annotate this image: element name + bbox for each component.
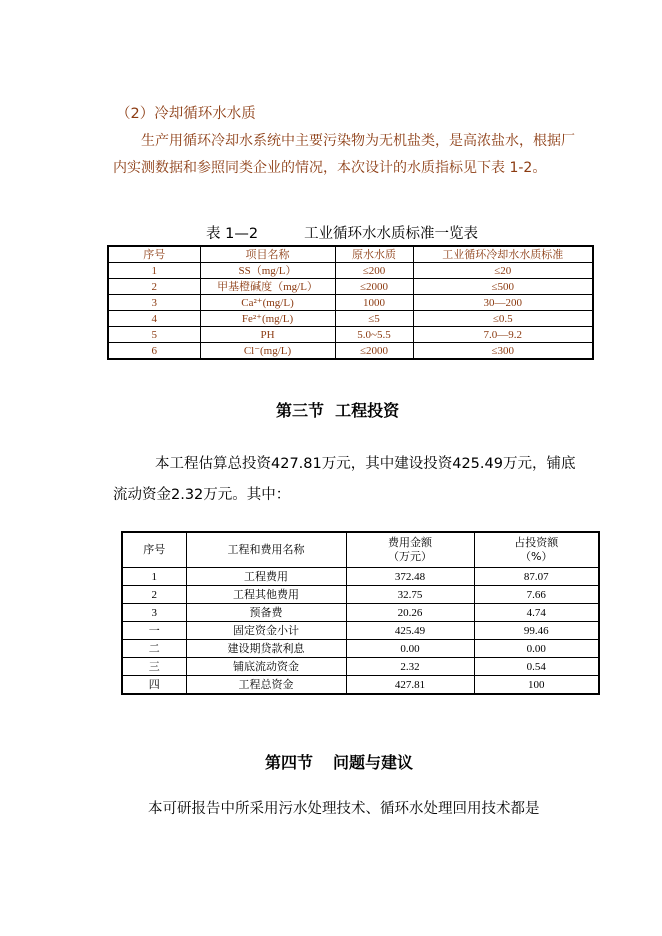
investment-paragraph: 本工程估算总投资427.81万元，其中建设投资425.49万元，铺底流动资金2.32万元。其中： [113, 456, 576, 503]
cooling-water-paragraph: 生产用循环冷却水系统中主要污染物为无机盐类，是高浓盐水，根据厂内实测数据和参照同类企业的情况，本次设计的水质指标见下表 1-2。 [113, 133, 575, 176]
table-cell: Cl⁻(mg/L) [200, 343, 335, 360]
table-cell: 四 [122, 676, 186, 695]
table-cell: 1 [108, 263, 200, 279]
table-cell: 87.07 [474, 568, 599, 586]
table-cell: 三 [122, 658, 186, 676]
table-cell: 预备费 [186, 604, 346, 622]
section-title: 问题与建议 [333, 753, 414, 772]
issues-paragraph: 本可研报告中所采用污水处理技术、循环水处理回用技术都是 [148, 801, 540, 817]
header-cell: 序号 [122, 532, 186, 568]
table-cell: 0.54 [474, 658, 599, 676]
header-cell: 原水水质 [335, 246, 413, 263]
header-cell [346, 532, 474, 568]
table-cell: ≤300 [413, 343, 593, 360]
table-row [122, 640, 599, 658]
table-caption-number: 表 1—2 [206, 226, 259, 242]
table-cell: 7.66 [474, 586, 599, 604]
table-cell: 3 [122, 604, 186, 622]
table-row [108, 263, 593, 279]
section-heading-issues [265, 750, 413, 773]
table-cell: 100 [474, 676, 599, 695]
table-cell: ≤0.5 [413, 311, 593, 327]
table-cell: 3 [108, 295, 200, 311]
table-row [122, 658, 599, 676]
table-cell: Fe²⁺(mg/L) [200, 311, 335, 327]
table-cell: 固定资金小计 [186, 622, 346, 640]
section-number: 第三节 [276, 401, 325, 420]
table-cell: 2 [108, 279, 200, 295]
table-cell: 1 [122, 568, 186, 586]
table-cell: 4.74 [474, 604, 599, 622]
table-cell: 99.46 [474, 622, 599, 640]
section-heading-investment [276, 398, 399, 421]
table-cell: ≤2000 [335, 343, 413, 360]
table-row [108, 295, 593, 311]
table-cell: 工程费用 [186, 568, 346, 586]
table-row [122, 568, 599, 586]
table-cell: 二 [122, 640, 186, 658]
table-cell: 5.0~5.5 [335, 327, 413, 343]
table-cell: 425.49 [346, 622, 474, 640]
table-cell: 427.81 [346, 676, 474, 695]
water-quality-table [107, 245, 594, 360]
table-cell: 30—200 [413, 295, 593, 311]
section-number: 第四节 [265, 753, 314, 772]
table-row [122, 676, 599, 695]
table-cell: 甲基橙碱度（mg/L） [200, 279, 335, 295]
table-row [122, 586, 599, 604]
table-cell: 4 [108, 311, 200, 327]
table-cell: 5 [108, 327, 200, 343]
header-cell [474, 532, 599, 568]
table-row [108, 327, 593, 343]
header-cell: 序号 [108, 246, 200, 263]
header-line: 占投资额 [514, 536, 559, 549]
header-line: 费用金额 [388, 536, 432, 549]
table-cell: 0.00 [474, 640, 599, 658]
table-cell: 20.26 [346, 604, 474, 622]
table-row [108, 279, 593, 295]
table-cell: ≤200 [335, 263, 413, 279]
header-line: （%） [520, 550, 553, 563]
table-cell: 32.75 [346, 586, 474, 604]
table-header-row [108, 246, 593, 263]
table-header-row [122, 532, 599, 568]
subsection-heading: （2）冷却循环水水质 [116, 106, 256, 122]
header-cell: 项目名称 [200, 246, 335, 263]
table-cell: 0.00 [346, 640, 474, 658]
table-cell: 工程其他费用 [186, 586, 346, 604]
table-row [122, 622, 599, 640]
header-line: （万元） [388, 550, 432, 563]
header-cell: 工程和费用名称 [186, 532, 346, 568]
table-cell: ≤2000 [335, 279, 413, 295]
table-cell: PH [200, 327, 335, 343]
table-row [108, 311, 593, 327]
section-title: 工程投资 [335, 401, 400, 420]
table-row [108, 343, 593, 360]
table-cell: 一 [122, 622, 186, 640]
table-caption [206, 222, 478, 243]
table-cell: 2.32 [346, 658, 474, 676]
table-cell: 2 [122, 586, 186, 604]
table-cell: 6 [108, 343, 200, 360]
table-caption-title: 工业循环水水质标准一览表 [304, 226, 479, 242]
table-cell: 372.48 [346, 568, 474, 586]
table-row [122, 604, 599, 622]
table-cell: 1000 [335, 295, 413, 311]
table-cell: Ca²⁺(mg/L) [200, 295, 335, 311]
table-cell: 工程总资金 [186, 676, 346, 695]
investment-table [121, 531, 600, 695]
header-cell: 工业循环冷却水水质标准 [413, 246, 593, 263]
table-cell: ≤500 [413, 279, 593, 295]
table-cell: 7.0—9.2 [413, 327, 593, 343]
table-cell: 建设期贷款利息 [186, 640, 346, 658]
table-cell: 铺底流动资金 [186, 658, 346, 676]
table-cell: SS（mg/L） [200, 263, 335, 279]
table-cell: ≤5 [335, 311, 413, 327]
table-cell: ≤20 [413, 263, 593, 279]
